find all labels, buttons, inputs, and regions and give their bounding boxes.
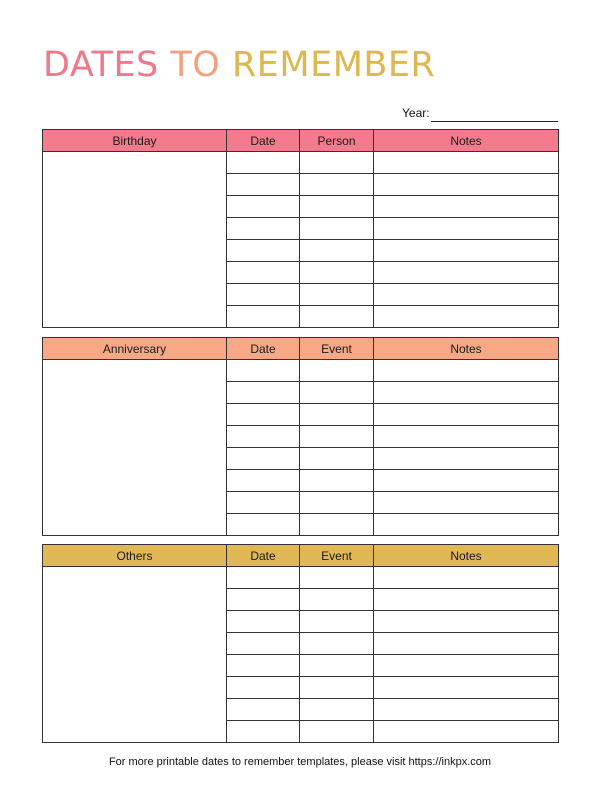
header-date: Date <box>227 545 300 567</box>
title-word-dates: DATES <box>43 45 171 85</box>
detail-cell[interactable] <box>300 492 374 514</box>
detail-cell[interactable] <box>300 240 374 262</box>
detail-cell[interactable] <box>300 677 374 699</box>
notes-cell[interactable] <box>374 262 559 284</box>
detail-cell[interactable] <box>300 699 374 721</box>
header-date: Date <box>227 338 300 360</box>
date-cell[interactable] <box>227 262 300 284</box>
year-label: Year: <box>402 106 430 120</box>
notes-cell[interactable] <box>374 284 559 306</box>
name-cell[interactable] <box>43 360 227 536</box>
detail-cell[interactable] <box>300 589 374 611</box>
detail-cell[interactable] <box>300 633 374 655</box>
notes-cell[interactable] <box>374 492 559 514</box>
birthday-table-body <box>43 152 559 328</box>
notes-cell[interactable] <box>374 196 559 218</box>
table-header-row <box>43 545 559 567</box>
detail-cell[interactable] <box>300 404 374 426</box>
detail-cell[interactable] <box>300 567 374 589</box>
notes-cell[interactable] <box>374 514 559 536</box>
detail-cell[interactable] <box>300 382 374 404</box>
header-event: Event <box>300 338 374 360</box>
name-cell[interactable] <box>43 152 227 328</box>
title-word-to: TO <box>170 45 232 85</box>
notes-cell[interactable] <box>374 152 559 174</box>
date-cell[interactable] <box>227 567 300 589</box>
date-cell[interactable] <box>227 470 300 492</box>
detail-cell[interactable] <box>300 611 374 633</box>
detail-cell[interactable] <box>300 152 374 174</box>
table-header-row <box>43 130 559 152</box>
detail-cell[interactable] <box>300 655 374 677</box>
notes-cell[interactable] <box>374 633 559 655</box>
notes-cell[interactable] <box>374 306 559 328</box>
date-cell[interactable] <box>227 218 300 240</box>
date-cell[interactable] <box>227 152 300 174</box>
birthday-table <box>42 129 559 328</box>
detail-cell[interactable] <box>300 262 374 284</box>
date-cell[interactable] <box>227 721 300 743</box>
detail-cell[interactable] <box>300 306 374 328</box>
detail-cell[interactable] <box>300 514 374 536</box>
detail-cell[interactable] <box>300 360 374 382</box>
header-others: Others <box>43 545 227 567</box>
notes-cell[interactable] <box>374 567 559 589</box>
table-row <box>43 567 559 589</box>
notes-cell[interactable] <box>374 174 559 196</box>
notes-cell[interactable] <box>374 448 559 470</box>
table-header-row <box>43 338 559 360</box>
notes-cell[interactable] <box>374 699 559 721</box>
date-cell[interactable] <box>227 382 300 404</box>
date-cell[interactable] <box>227 492 300 514</box>
header-notes: Notes <box>374 338 559 360</box>
notes-cell[interactable] <box>374 655 559 677</box>
notes-cell[interactable] <box>374 677 559 699</box>
title-word-remember: REMEMBER <box>231 45 436 85</box>
detail-cell[interactable] <box>300 426 374 448</box>
date-cell[interactable] <box>227 426 300 448</box>
notes-cell[interactable] <box>374 426 559 448</box>
footer-note: For more printable dates to remember templates, please visit https://inkpx.com <box>108 756 492 768</box>
notes-cell[interactable] <box>374 589 559 611</box>
notes-cell[interactable] <box>374 721 559 743</box>
date-cell[interactable] <box>227 699 300 721</box>
detail-cell[interactable] <box>300 196 374 218</box>
detail-cell[interactable] <box>300 284 374 306</box>
table-row <box>43 152 559 174</box>
header-date: Date <box>227 130 300 152</box>
page-title <box>43 45 436 85</box>
date-cell[interactable] <box>227 611 300 633</box>
header-event: Event <box>300 545 374 567</box>
date-cell[interactable] <box>227 306 300 328</box>
detail-cell[interactable] <box>300 470 374 492</box>
date-cell[interactable] <box>227 404 300 426</box>
date-cell[interactable] <box>227 448 300 470</box>
notes-cell[interactable] <box>374 611 559 633</box>
header-anniversary: Anniversary <box>43 338 227 360</box>
date-cell[interactable] <box>227 360 300 382</box>
detail-cell[interactable] <box>300 174 374 196</box>
anniversary-table <box>42 337 559 536</box>
date-cell[interactable] <box>227 633 300 655</box>
notes-cell[interactable] <box>374 404 559 426</box>
name-cell[interactable] <box>43 567 227 743</box>
detail-cell[interactable] <box>300 448 374 470</box>
table-row <box>43 360 559 382</box>
date-cell[interactable] <box>227 196 300 218</box>
header-birthday: Birthday <box>43 130 227 152</box>
date-cell[interactable] <box>227 284 300 306</box>
notes-cell[interactable] <box>374 218 559 240</box>
header-notes: Notes <box>374 130 559 152</box>
detail-cell[interactable] <box>300 721 374 743</box>
notes-cell[interactable] <box>374 470 559 492</box>
date-cell[interactable] <box>227 589 300 611</box>
others-table-body <box>43 567 559 743</box>
others-table <box>42 544 559 743</box>
header-person: Person <box>300 130 374 152</box>
date-cell[interactable] <box>227 240 300 262</box>
header-notes: Notes <box>374 545 559 567</box>
notes-cell[interactable] <box>374 360 559 382</box>
date-cell[interactable] <box>227 655 300 677</box>
notes-cell[interactable] <box>374 382 559 404</box>
anniversary-table-body <box>43 360 559 536</box>
date-cell[interactable] <box>227 174 300 196</box>
date-cell[interactable] <box>227 677 300 699</box>
detail-cell[interactable] <box>300 218 374 240</box>
notes-cell[interactable] <box>374 240 559 262</box>
year-field-line[interactable] <box>431 121 558 122</box>
date-cell[interactable] <box>227 514 300 536</box>
